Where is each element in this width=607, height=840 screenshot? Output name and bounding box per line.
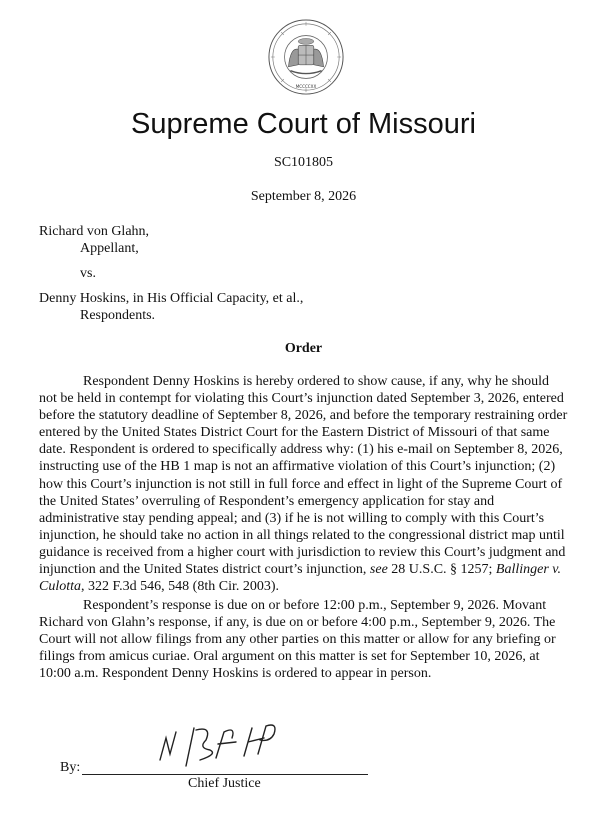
case-citation-name: Ballinger v. Culotta — [39, 562, 561, 595]
order-paragraph-1 — [39, 373, 569, 595]
signature-line — [82, 774, 368, 775]
order-heading: Order — [284, 341, 323, 356]
statute-citation: 28 U.S.C. § 1257; — [391, 562, 493, 578]
order-date: September 8, 2026 — [250, 189, 357, 204]
respondent-role: Respondents. — [80, 308, 156, 323]
order-paragraph-2: Respondent’s response is due on or before 12:00 p.m., September 9, 2026. Movant Richard von Glahn’s response, if any, is due on or before 4:00 p.m., September 9, 2026. The Court will not allow filings from any other parties on this matter or allow for any briefing or filings from amicus curiae. Oral argument on this matter is set for September 10, 2026, at 10:00 a.m. Respondent Denny Hoskins is ordered to appear in person. — [39, 598, 556, 682]
signature-by-label: By: — [60, 760, 81, 775]
case-number: SC101805 — [273, 155, 334, 170]
appellant-name: Richard von Glahn, — [39, 224, 150, 239]
appellant-role: Appellant, — [80, 241, 139, 256]
citation-signal: see — [369, 562, 388, 578]
handwritten-signature — [152, 718, 292, 778]
svg-text:MCCCCXX: MCCCCXX — [295, 84, 317, 90]
court-title: Supreme Court of Missouri — [131, 108, 476, 140]
signatory-title: Chief Justice — [188, 776, 261, 791]
paragraph-1-text: Respondent Denny Hoskins is hereby ordered to show cause, if any, why he should not be held in contempt for violating this Court’s injunction dated September 3, 2026, entered before the statutory deadline of September 8, 2026, and before the temporary restraining order entered by the United States District Court for the Eastern District of Missouri of that same date. Respondent is ordered to specifically address why: (1) his e-mail on September 8, 2026, instructing use of the HB 1 map is not an affirmative violation of this Court’s injunction; (2) how this Court’s injunction is not still in full force and effect in light of the Supreme Court of the United States’ overruling of Respondent’s emergency application for stay and administrative stay pending appeal; and (3) if he is not willing to comply with this Court’s injunction, he should take no action in all things related to the congressional district map until guidance is received from a higher court with jurisdiction to review this Court’s judgment and injunction and the United States district court’s injunction, — [39, 374, 568, 578]
respondent-name: Denny Hoskins, in His Official Capacity, et al., — [39, 291, 304, 306]
versus-label: vs. — [80, 266, 96, 281]
court-seal-icon — [267, 18, 345, 96]
case-citation-reporter: , 322 F.3d 546, 548 (8th Cir. 2003). — [81, 579, 280, 595]
